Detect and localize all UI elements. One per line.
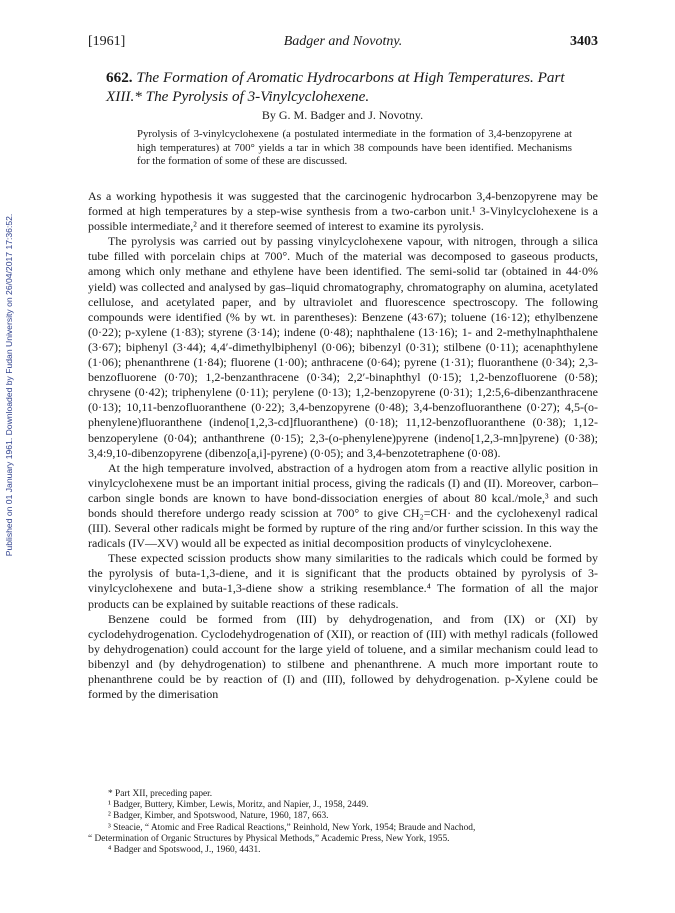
download-watermark-text: Published on 01 January 1961. Downloaded by Fudan University on 26/04/2017 17:36:52.	[4, 213, 14, 557]
page-number: 3403	[570, 34, 598, 49]
running-head-authors: Badger and Novotny.	[283, 34, 403, 49]
paragraph: The pyrolysis was carried out by passing vinylcyclohexene vapour, with nitrogen, through a silica tube filled with porcelain chips at 700°. Much of the material was decomposed to gaseous products, among which only methane and ethylene have been identified. The semi-solid tar (obtained in 44·0% yield) was collected and analysed by gas–liquid chromatography, chromatography on alumina, acetylated cellulose, and acetylated paper, and by ultraviolet and fluorescence spectroscopy. The following compounds were identified (% by wt. in parentheses): Benzene (43·67); toluene (16·12); ethylbenzene (0·22); p-xylene (1·83); styrene (3·14); indene (0·48); naphthalene (13·16); 1- and 2-methylnaphthalene (3·67); biphenyl (3·44); 4,4′-dimethylbiphenyl (0·06); bibenzyl (0·31); stilbene (0·11); acenaphthylene (1·06); phenanthrene (1·84); fluorene (1·00); anthracene (0·64); pyrene (1·31); fluoranthene (0·34); 2,3-benzofluorene (0·70); 1,2-benzanthracene (0·34); 2,2′-binaphthyl (0·15); 1,2-benzofluorene (0·58); chrysene (0·42); triphenylene (0·11); perylene (0·13); 1,2-benzopyrene (0·31); 1,2:5,6-dibenzanthracene (0·13); 10,11-benzofluoranthene (0·22); 3,4-benzopyrene (0·48); 3,4-benzofluoranthene (0·27); 4,5-(o-phenylene)fluoranthene (indeno[1,2,3-cd]fluoranthene) (0·18); 11,12-benzofluoranthene (0·38); 1,12-benzoperylene (0·04); anthanthrene (0·15); 2,3-(o-phenylene)pyrene (indeno[1,2,3-mn]pyrene) (0·38); 3,4:9,10-dibenzopyrene (dibenzo[a,i]-pyrene) (0·05); and 3,4-benzotetraphene (0·08).	[88, 234, 598, 460]
paragraph: These expected scission products show many similarities to the radicals which could be formed by the pyrolysis of buta-1,3-diene, and it is significant that the products obtained by pyrolysis of 3-vinylcyclohexene and buta-1,3-diene show a striking resemblance.⁴ The formation of all the major products can be explained by suitable reactions of these radicals.	[88, 551, 598, 611]
footnote: ¹ Badger, Buttery, Kimber, Lewis, Moritz, and Napier, J., 1958, 2449.	[108, 800, 369, 811]
article-number: 662.	[106, 69, 133, 86]
download-watermark	[2, 150, 16, 620]
footnote: ³ Steacie, “ Atomic and Free Radical Reactions,” Reinhold, New York, 1954; Braude and Nachod,	[108, 822, 476, 833]
body-text	[88, 189, 598, 702]
paragraph: At the high temperature involved, abstraction of a hydrogen atom from a reactive allylic position in vinylcyclohexene must be an important initial process, giving the radicals (I) and (II). Moreover, carbon–carbon single bonds are known to have bond-dissociation energies of about 80 kcal./mole,³ and such bonds should therefore undergo ready scission at 700° to give CH₂=CH· and the cyclohexenyl radical (III). Several other radicals might be formed by rupture of the ring and/or further scission. In this way the radicals (IV—XV) would all be expected as initial decomposition products of vinylcyclohexene.	[88, 460, 598, 551]
running-head	[88, 34, 598, 54]
footnote: ⁴ Badger and Spotswood, J., 1960, 4431.	[108, 845, 261, 856]
footnote: “ Determination of Organic Structures by Physical Methods,” Academic Press, New York, 1955.	[88, 833, 450, 844]
byline: By G. M. Badger and J. Novotny.	[261, 108, 424, 122]
paragraph: Benzene could be formed from (III) by dehydrogenation, and from (IX) or (XI) by cyclodehydrogenation. Cyclodehydrogenation of (XII), or reaction of (III) with methyl radicals (followed by dehydrogenation) could account for the large yield of toluene, and a similar mechanism could lead to bibenzyl and (by dehydrogenation) to stilbene and phenanthrene. A much more important route to phenanthrene could be by reaction of (I) and (III), followed by dehydrogenation. p-Xylene could be formed by the dimerisation	[88, 611, 598, 702]
paragraph: As a working hypothesis it was suggested that the carcinogenic hydrocarbon 3,4-benzopyrene may be formed at high temperatures by a step-wise synthesis from a two-carbon unit.¹ 3-Vinylcyclohexene is a possible intermediate,² and it therefore seemed of interest to examine its pyrolysis.	[88, 189, 598, 234]
footnote: ² Badger, Kimber, and Spotswood, Nature, 1960, 187, 663.	[108, 811, 329, 822]
footnotes	[88, 789, 600, 856]
article-title	[106, 68, 596, 106]
article-title-text: The Formation of Aromatic Hydrocarbons at High Temperatures. Part XIII.* The Pyrolysis of 3-Vinylcyclohexene.	[106, 69, 565, 105]
footnote: * Part XII, preceding paper.	[108, 789, 213, 799]
abstract: Pyrolysis of 3-vinylcyclohexene (a postulated intermediate in the formation of 3,4-benzopyrene at high temperatures) at 700° yields a tar in which 38 compounds have been identified. Mechanisms for the formation of some of these are discussed.	[137, 128, 572, 167]
journal-year: [1961]	[88, 34, 126, 49]
